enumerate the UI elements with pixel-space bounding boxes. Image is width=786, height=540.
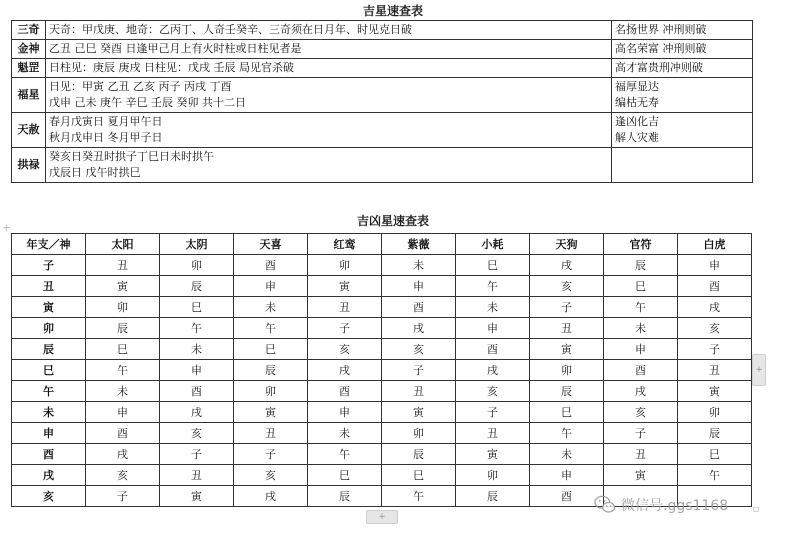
star-effect — [612, 78, 753, 113]
table-cell: 亥 — [160, 423, 234, 444]
table-cell: 巳 — [308, 465, 382, 486]
table-cell: 申 — [234, 276, 308, 297]
stars-lookup-table — [11, 233, 752, 507]
table-cell: 亥 — [456, 381, 530, 402]
table-cell: 子 — [160, 444, 234, 465]
column-header: 小耗 — [456, 234, 530, 255]
star-row — [12, 21, 753, 40]
table-cell: 酉 — [604, 360, 678, 381]
column-header: 年支／神 — [12, 234, 86, 255]
table-cell: 辰 — [604, 255, 678, 276]
star-condition — [46, 78, 612, 113]
table-cell: 丑 — [308, 297, 382, 318]
table-cell: 酉 — [234, 255, 308, 276]
table-cell: 卯 — [678, 402, 752, 423]
row-header-cell: 午 — [12, 381, 86, 402]
table-cell: 申 — [678, 255, 752, 276]
table-cell: 午 — [160, 318, 234, 339]
table-cell: 丑 — [160, 465, 234, 486]
table-header-row — [12, 234, 752, 255]
table-row — [12, 444, 752, 465]
table-cell: 卯 — [456, 465, 530, 486]
column-header: 白虎 — [678, 234, 752, 255]
table-cell: 辰 — [308, 486, 382, 507]
table-row — [12, 318, 752, 339]
row-header-cell: 未 — [12, 402, 86, 423]
table-cell: 寅 — [604, 465, 678, 486]
table-cell: 丑 — [604, 444, 678, 465]
effect-line: 福厚显达 — [615, 80, 659, 93]
table-cell: 巳 — [604, 276, 678, 297]
table1-title: 吉星速查表 — [362, 4, 423, 18]
star-name: 金神 — [12, 40, 46, 59]
table-cell: 酉 — [382, 297, 456, 318]
watermark — [594, 493, 728, 517]
row-header-cell: 亥 — [12, 486, 86, 507]
table-row — [12, 360, 752, 381]
table-cell: 子 — [234, 444, 308, 465]
row-header-cell: 巳 — [12, 360, 86, 381]
table-cell: 寅 — [234, 402, 308, 423]
table-row — [12, 276, 752, 297]
table-cell: 午 — [604, 297, 678, 318]
effect-line: 解人灾难 — [615, 131, 659, 144]
condition-line: 天奇：甲戊庚、地奇：乙丙丁、人奇壬癸辛、三奇须在日月年、时见克日破 — [49, 23, 412, 36]
condition-line: 日见：甲寅 乙丑 乙亥 丙子 丙戌 丁酉 — [49, 80, 232, 93]
table-cell: 丑 — [86, 255, 160, 276]
table-cell: 寅 — [308, 276, 382, 297]
row-header-cell: 酉 — [12, 444, 86, 465]
condition-line: 秋月戊申日 冬月甲子日 — [49, 131, 163, 144]
table-cell: 亥 — [530, 276, 604, 297]
table-cell: 申 — [530, 465, 604, 486]
table-cell: 戌 — [678, 297, 752, 318]
table-row — [12, 255, 752, 276]
table-cell: 未 — [308, 423, 382, 444]
row-header-cell: 戌 — [12, 465, 86, 486]
table-cell: 寅 — [160, 486, 234, 507]
table-cell: 戌 — [530, 255, 604, 276]
table-cell: 巳 — [456, 255, 530, 276]
table-cell: 戌 — [382, 318, 456, 339]
table-cell: 子 — [678, 339, 752, 360]
table-cell: 巳 — [678, 444, 752, 465]
column-header: 天狗 — [530, 234, 604, 255]
star-effect — [612, 113, 753, 148]
table-cell: 申 — [382, 276, 456, 297]
table-cell: 酉 — [678, 276, 752, 297]
star-effect — [612, 59, 753, 78]
table-cell: 卯 — [530, 360, 604, 381]
condition-line: 春月戊寅日 夏月甲午日 — [49, 115, 163, 128]
table-cell: 午 — [530, 423, 604, 444]
condition-line: 癸亥日癸丑时拱子丁巳日未时拱午 — [49, 150, 214, 163]
table-cell: 未 — [530, 444, 604, 465]
row-header-cell: 寅 — [12, 297, 86, 318]
table-move-handle[interactable]: + — [2, 221, 12, 234]
table-cell: 未 — [86, 381, 160, 402]
star-row — [12, 78, 753, 113]
star-row — [12, 59, 753, 78]
table-cell: 亥 — [678, 318, 752, 339]
star-row — [12, 40, 753, 59]
row-header-cell: 卯 — [12, 318, 86, 339]
table-row — [12, 423, 752, 444]
table-cell: 亥 — [382, 339, 456, 360]
table-cell: 丑 — [678, 360, 752, 381]
star-name: 拱禄 — [12, 148, 46, 183]
table-cell: 丑 — [382, 381, 456, 402]
table-cell: 戌 — [604, 381, 678, 402]
table-row — [12, 465, 752, 486]
effect-line: 高名荣富 冲刑则破 — [615, 42, 707, 55]
star-row — [12, 113, 753, 148]
table-cell: 寅 — [530, 339, 604, 360]
table-cell: 丑 — [530, 318, 604, 339]
table-cell: 午 — [382, 486, 456, 507]
table-row — [12, 381, 752, 402]
wechat-icon — [594, 495, 616, 515]
table-cell: 亥 — [604, 402, 678, 423]
table-row — [12, 297, 752, 318]
table-cell: 午 — [308, 444, 382, 465]
star-condition — [46, 40, 612, 59]
condition-line: 日柱见：庚辰 庚戌 日柱见：戊戌 壬辰 局见官杀破 — [49, 61, 294, 74]
table-cell: 卯 — [382, 423, 456, 444]
table-cell: 巳 — [160, 297, 234, 318]
table-cell: 申 — [604, 339, 678, 360]
star-name: 魁罡 — [12, 59, 46, 78]
table-cell: 戌 — [308, 360, 382, 381]
table-cell: 辰 — [456, 486, 530, 507]
column-header: 红鸾 — [308, 234, 382, 255]
table-cell: 酉 — [86, 423, 160, 444]
row-header-cell: 丑 — [12, 276, 86, 297]
table-cell: 午 — [234, 318, 308, 339]
table-cell: 巳 — [382, 465, 456, 486]
table-cell: 辰 — [530, 381, 604, 402]
table-cell: 未 — [160, 339, 234, 360]
table-cell: 未 — [604, 318, 678, 339]
row-header-cell: 申 — [12, 423, 86, 444]
column-header: 天喜 — [234, 234, 308, 255]
effect-line: 高才富贵刑冲则破 — [615, 61, 703, 74]
table-cell: 巳 — [234, 339, 308, 360]
table-cell: 未 — [382, 255, 456, 276]
star-condition — [46, 21, 612, 40]
table2-title: 吉凶星速查表 — [356, 214, 429, 228]
star-effect — [612, 21, 753, 40]
row-header-cell: 子 — [12, 255, 86, 276]
table-cell: 酉 — [456, 339, 530, 360]
condition-line: 戊辰日 戊午时拱巳 — [49, 166, 141, 179]
table-cell: 寅 — [86, 276, 160, 297]
effect-line: 逢凶化吉 — [615, 115, 659, 128]
table-cell: 卯 — [308, 255, 382, 276]
table-cell: 寅 — [382, 402, 456, 423]
table-cell: 子 — [604, 423, 678, 444]
condition-line: 乙丑 己巳 癸酉 日逢甲己月上有火时柱或日柱见者是 — [49, 42, 302, 55]
table-row — [12, 402, 752, 423]
table-cell: 子 — [530, 297, 604, 318]
table-cell: 申 — [456, 318, 530, 339]
star-condition — [46, 148, 612, 183]
table-cell: 酉 — [160, 381, 234, 402]
star-name: 三奇 — [12, 21, 46, 40]
table-cell: 酉 — [530, 486, 604, 507]
table-cell: 酉 — [308, 381, 382, 402]
table-cell: 丑 — [234, 423, 308, 444]
column-header: 紫薇 — [382, 234, 456, 255]
table-resize-handle-bottom[interactable]: + — [366, 510, 398, 524]
table-cell: 午 — [86, 360, 160, 381]
table-cell: 申 — [86, 402, 160, 423]
table-cell: 子 — [382, 360, 456, 381]
table-cell: 巳 — [530, 402, 604, 423]
table-cell: 午 — [678, 465, 752, 486]
condition-line: 戊申 己未 庚午 辛巳 壬辰 癸卯 共十二日 — [49, 96, 246, 109]
star-condition — [46, 59, 612, 78]
table-cell: 未 — [456, 297, 530, 318]
star-effect — [612, 148, 753, 183]
table-cell: 子 — [308, 318, 382, 339]
table-cell: 子 — [86, 486, 160, 507]
star-row — [12, 148, 753, 183]
auspicious-stars-table — [11, 20, 753, 183]
effect-line: 名扬世界 冲刑则破 — [615, 23, 707, 36]
table-resize-handle-right[interactable]: + — [752, 354, 766, 386]
table-cell: 卯 — [160, 255, 234, 276]
table-cell: 戌 — [234, 486, 308, 507]
column-header: 官符 — [604, 234, 678, 255]
table-cell: 卯 — [234, 381, 308, 402]
table-cell: 戌 — [160, 402, 234, 423]
table-resize-handle-corner[interactable]: ▫ — [752, 504, 760, 515]
table-cell: 午 — [456, 276, 530, 297]
star-name: 福星 — [12, 78, 46, 113]
table-cell: 亥 — [308, 339, 382, 360]
column-header: 太阳 — [86, 234, 160, 255]
table-cell: 亥 — [86, 465, 160, 486]
table-cell: 丑 — [456, 423, 530, 444]
row-header-cell: 辰 — [12, 339, 86, 360]
table-cell: 辰 — [234, 360, 308, 381]
table-cell: 申 — [160, 360, 234, 381]
effect-line: 编枯无寿 — [615, 96, 659, 109]
table-cell: 辰 — [86, 318, 160, 339]
star-name: 天赦 — [12, 113, 46, 148]
watermark-text: 微信号.ggs1168 — [621, 498, 729, 514]
table-cell: 寅 — [456, 444, 530, 465]
table-cell: 戌 — [456, 360, 530, 381]
column-header: 太阴 — [160, 234, 234, 255]
table-cell: 卯 — [86, 297, 160, 318]
table-cell: 戌 — [86, 444, 160, 465]
table-cell: 巳 — [86, 339, 160, 360]
star-condition — [46, 113, 612, 148]
table-cell: 辰 — [678, 423, 752, 444]
table-cell: 未 — [234, 297, 308, 318]
star-effect — [612, 40, 753, 59]
table-cell: 寅 — [678, 381, 752, 402]
table-cell: 亥 — [234, 465, 308, 486]
table-cell: 申 — [308, 402, 382, 423]
table-cell: 辰 — [160, 276, 234, 297]
table-cell: 子 — [456, 402, 530, 423]
table-cell: 辰 — [382, 444, 456, 465]
table-row — [12, 339, 752, 360]
